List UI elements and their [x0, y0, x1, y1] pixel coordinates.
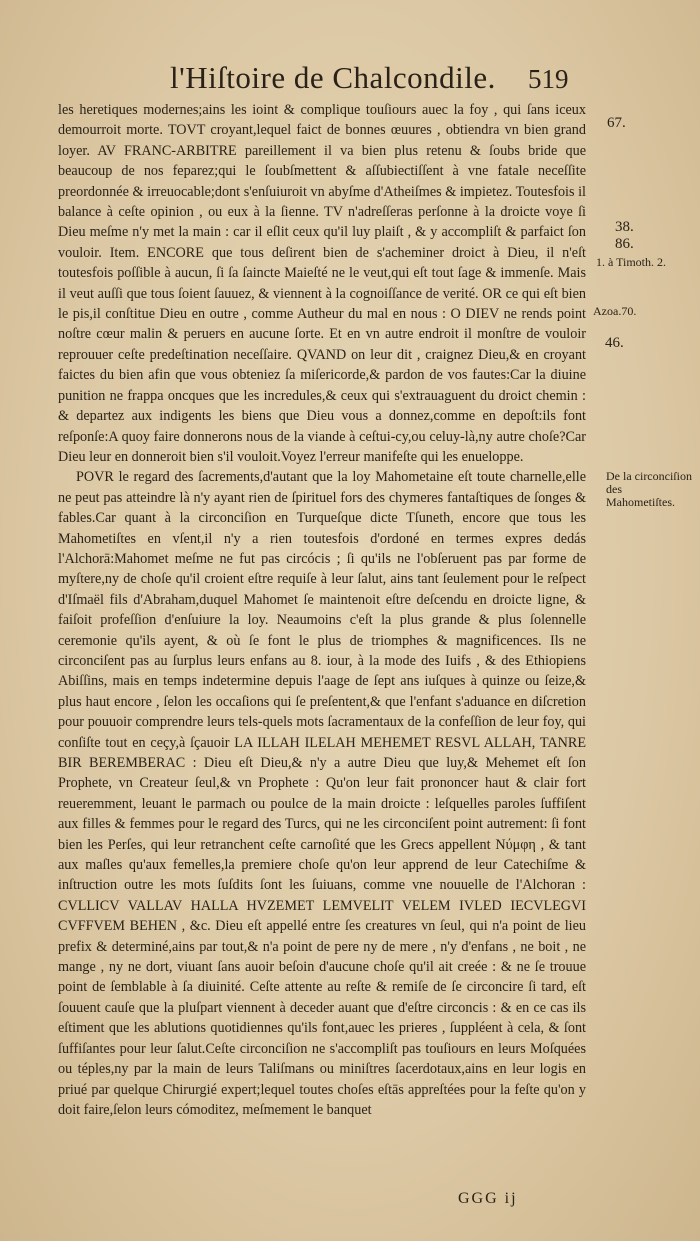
- margin-note-38: 38.: [615, 219, 634, 235]
- paragraph-sacraments: POVR le regard des ſacrements,d'autant que la loy Mahometaine eſt toute charnelle,elle ne peut pas atteindre là n'y ayant rien de ſpirituel fors des chymeres fantaſtiques de ſonges & fables.Car quant à la circonciſion en Turqueſque dicte Tſuneth, encore que tous les Mahometiſtes en vſent,il n'y a rien toutesfois d'ordoné en termes expres dedás l'Alchorā:Mahomet meſme ne fut pas circócis ; ſi qu'ils ne l'obſeruent pas par forme de myſtere,ny de choſe qu'il croient eſtre requiſe à leur ſalut, ains tant ſeulement pour le reſpect d'Iſmaël fils d'Abraham,duquel Mahomet ſe maintenoit eſtre deſcendu en droicte ligne, & faiſoit profeſſion d'enſuiure la loy. Neaumoins c'eſt la plus grande & plus ſolennelle ceremonie qu'ils ayent, & où ſe font le plus de triomphes & magnificences. Ils ne circonciſent pas au ſurplus leurs enfans au 8. iour, à la mode des Iuifs , & des Ethiopiens Abiſſins, mais en temps indetermine depuis l'aage de ſept ans iuſques à quinze ou ſeize,& plus haut encore , ſelon les occaſions qui ſe preſentent,& que l'enfant s'aduance en diſcretion pour pouuoir comprendre leurs tels-quels mots ſacramentaux de la confeſſion de leur foy, qui conſiſte tout en ceçy,à ſçauoir LA ILLAH ILELAH MEHEMET RESVL ALLAH, TANRE BIR BEREMBERAC : Dieu eſt Dieu,& n'y a autre Dieu que luy,& Mehemet eſt ſon Prophete, vn Createur ſeul,& vn Prophete : Qu'on leur fait prononcer haut & clair fort reueremment, leuant le parmach ou poulce de la main droicte : leſquelles paroles ſuffiſent aux filles & femmes pour le regard des Turcs, qui ne les circonciſent point autrement: ſi font bien les Perſes, qui leur retranchent ceſte carnoſité que les Grecs appellent Νύμφη , & tant aux maſles qu'aux femelles,la premiere choſe qu'on leur apprend de leur Catechiſme & inſtruction outre les mots ſuſdits ſont les ſuiuans, comme vne nouuelle de l'Alchoran : CVLLICV VALLAV HALLA HVZEMET LEMVELIT VELEM IVLED IECVLEGVI CVFFVEM BEHEN , &c. Dieu eſt appellé entre ſes creatures vn ſeul, qui n'a point de lieu prefix & determiné,ains par tout,& n'a point de pere ny de mere , n'y d'enfans , ne boit , ne mange , ny ne dort, viuant ſans auoir beſoin d'aucune choſe qu'il ait creée : & ne ſe trouue point de ſemblable à ſa diuinité. Ceſte attente au reſte & remiſe de ſe circoncire ſi tard, eſt ſouuent cauſe que la pluſpart viennent à deceder auant que d'eſtre circoncis : & en ce cas ils eſtiment que les ablutions quotidiennes qu'ils font,auec les prieres , ſuppléent à cela, & ſont ſuffiſantes pour leur ſalut.Ceſte circonciſion ne s'accompliſt pas touſiours en leurs Moſquées ou téples,ny par la main de leurs Taliſmans ou miniſtres ſacerdotaux,ains en leur logis en priué par quelque Chirurgié expert;lequel toutes choſes eſtās appreſtées pour la feſte qu'on y doit faire,ſelon leurs cómoditez, meſmement le banquet: [58, 469, 586, 1118]
- margin-note-67: 67.: [607, 115, 626, 131]
- margin-note-circumcision: De la circonciſion des Mahometiſtes.: [606, 469, 692, 509]
- margin-note-86: 86.: [615, 236, 634, 252]
- page-header: [0, 60, 700, 100]
- margin-note-timothy: 1. à Timoth. 2.: [596, 255, 667, 269]
- paragraph-free-will: les heretiques modernes;ains les ioint & complique touſiours auec la foy , qui ſans iceux demourroit morte. TOVT croyant,lequel faict de bonnes œuures , obtiendra vn bien grand loyer. AV FRANC-ARBITRE pareillement il va bien plus retenu & ſoubs bride que beaucoup de nos feparez;qui le ſoubſmettent & aſſubiectiſſent à vne fatale neceſſite preordonnée & irreuocable;dont s'enſuiuroit vn abyſme d'Atheiſmes & impietez. Toutesfois il balance à ceſte opinion , ou eux à la ſienne. TV n'adreſſeras perſonne à la droicte voye ſi Dieu meſme n'y met la main : car il eſlit ceux qu'il luy plaiſt , & y accompliſt & parfaict ſon vouloir. Item. ENCORE que tous deſirent bien de s'acheminer droict à Dieu, il n'eſt toutesfois poſſible à aucun, ſi ſa ſaincte Maieſté ne le veut,qui eſt tout ſage & immenſe. Mais il veut auſſi que tous ſoient ſauuez, & viennent à la cognoiſſance de verité. OR ce qui eſt bien le pis,il conſtitue Dieu en outre , comme Autheur du mal en nous : O DIEV ne rends point noſtre cœur malin & peruers en aucune ſorte. Et en vn autre endroit il monſtre de vouloir reprouuer ceſte predeſtination neceſſaire. QVAND on leur dit , craignez Dieu,& en croyant faictes du bien afin que vous obteniez ſa miſericorde,& pardon de vos fautes:Car la diuine punition ne frappa oncques que les incredules,& ceux qui s'extrauaguent du droict chemin : & departez aux indigents les biens que Dieu vous a donnez,comme en depoſt:ils font reſponſe:A quoy faire donnerons nous de la viande à ceſtui-cy,ou celuy-là,ny autre choſe?Car Dieu leur en donneroit bien s'il vouloit.Voyez l'erreur manifeſte qui les enueloppe.: [58, 102, 586, 465]
- margin-note-azoa: Azoa.70.: [593, 304, 637, 318]
- signature-mark: GGG ij: [458, 1190, 518, 1207]
- running-title: l'Hiſtoire de Chalcondile.: [170, 60, 496, 95]
- main-text: [58, 100, 586, 1120]
- margin-note-46: 46.: [605, 335, 624, 351]
- page-number: 519: [528, 64, 569, 94]
